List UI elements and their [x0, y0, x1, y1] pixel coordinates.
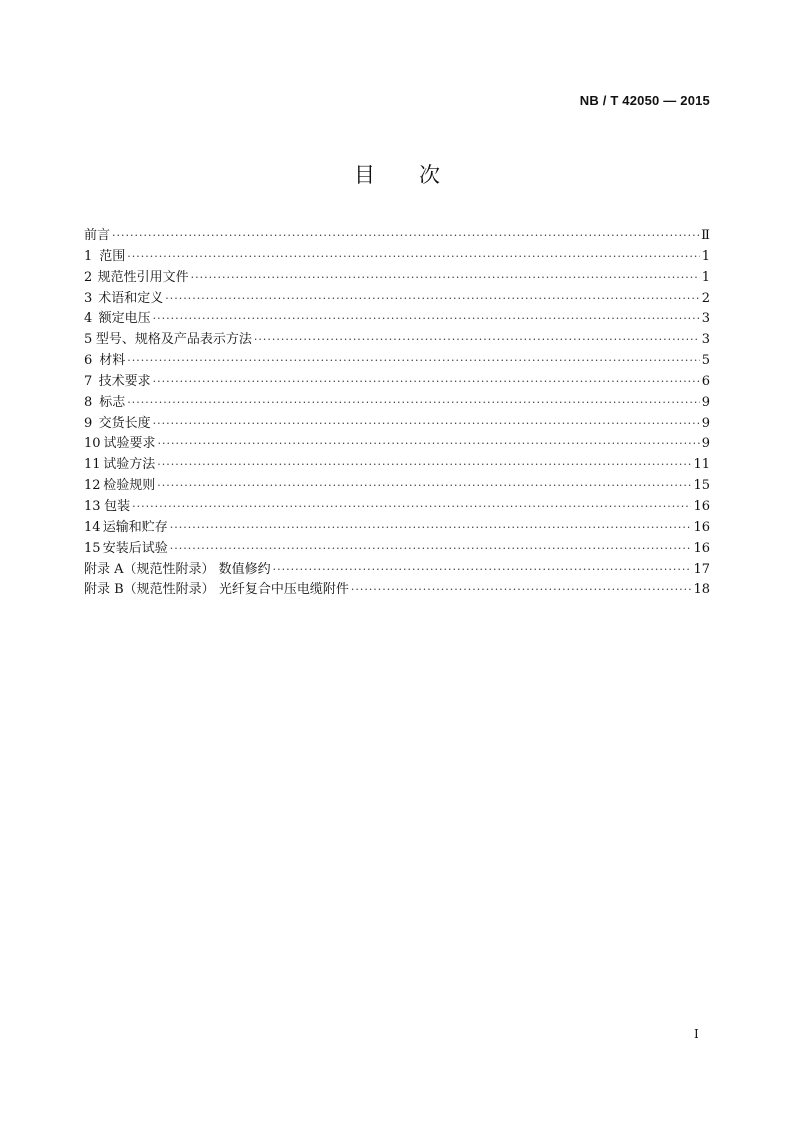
toc-entry-label: 交货长度 [98, 415, 151, 431]
toc-entry-label: 运输和贮存 [102, 519, 168, 535]
toc-leader-dots [157, 455, 691, 476]
toc-entry[interactable] [84, 372, 710, 393]
toc-entry-number: 9 [84, 415, 93, 431]
toc-entry-number: 14 [84, 519, 101, 535]
title-part-1: 目 [354, 163, 375, 187]
toc-entry[interactable] [84, 497, 710, 518]
toc-leader-dots [158, 434, 700, 455]
toc-entry[interactable] [84, 351, 710, 372]
toc-entry-page: 1 [701, 248, 710, 264]
toc-entry-number: 7 [84, 373, 93, 389]
toc-entry-page: 17 [693, 561, 710, 577]
toc-entry-label: 前言 [84, 228, 111, 243]
toc-entry-label: 术语和定义 [98, 290, 164, 306]
toc-leader-dots [153, 372, 700, 393]
toc-entry-page: 9 [701, 394, 710, 410]
toc-entry[interactable] [84, 330, 710, 351]
toc-leader-dots [127, 351, 699, 372]
toc-entry-page: 18 [693, 582, 710, 598]
toc-entry-page: 5 [701, 353, 710, 369]
toc-leader-dots [165, 289, 699, 310]
toc-entry-number: 13 [84, 498, 101, 514]
toc-entry[interactable] [84, 560, 710, 581]
toc-entry-page: 16 [693, 540, 710, 556]
page-title [0, 159, 794, 189]
toc-entry-label: 包装 [104, 498, 131, 514]
toc-leader-dots [254, 330, 700, 351]
toc-entry-label: 额定电压 [98, 311, 151, 327]
toc-leader-dots [170, 518, 692, 539]
toc-entry[interactable] [84, 434, 710, 455]
toc-leader-dots [153, 414, 700, 435]
toc-entry-page: 15 [693, 478, 710, 494]
toc-entry-number: 3 [84, 290, 93, 306]
toc-entry-label: 试验方法 [103, 457, 156, 473]
toc-entry-label: 试验要求 [103, 436, 156, 452]
toc-entry-label: 范围 [99, 248, 126, 264]
toc-leader-dots [112, 226, 699, 247]
toc-leader-dots [170, 539, 692, 560]
toc-entry-page: 9 [701, 415, 710, 431]
toc-entry-number: 8 [84, 394, 93, 410]
standard-code: NB / T 42050 — 2015 [579, 93, 710, 108]
toc-entry[interactable] [84, 247, 710, 268]
toc-entry-page: 3 [701, 332, 710, 348]
toc-entry-label: 技术要求 [98, 373, 151, 389]
toc-entry-number: 11 [84, 457, 101, 473]
toc-entry-number: 10 [84, 436, 101, 452]
toc-entry[interactable] [84, 476, 710, 497]
toc-entry-page: 16 [693, 519, 710, 535]
table-of-contents [84, 226, 710, 601]
toc-entry-label: 标志 [99, 394, 126, 410]
toc-entry-number: 4 [84, 311, 93, 327]
toc-entry-label: 检验规则 [103, 478, 156, 494]
toc-leader-dots [157, 476, 691, 497]
toc-entry[interactable] [84, 518, 710, 539]
toc-entry-page: Ⅱ [701, 228, 710, 243]
page-number: I [694, 1027, 699, 1041]
toc-entry[interactable] [84, 226, 710, 247]
toc-leader-dots [153, 309, 700, 330]
toc-leader-dots [127, 247, 699, 268]
toc-entry-number: 5 [84, 332, 93, 348]
toc-entry-page: 9 [701, 436, 710, 452]
toc-entry[interactable] [84, 268, 710, 289]
toc-entry-label: 材料 [99, 353, 126, 369]
toc-entry-page: 11 [693, 457, 710, 473]
toc-entry-label: 附录 B（规范性附录） 光纤复合中压电缆附件 [84, 582, 349, 598]
toc-entry-number: 6 [84, 353, 93, 369]
toc-entry[interactable] [84, 393, 710, 414]
toc-entry[interactable] [84, 309, 710, 330]
toc-entry-label: 附录 A（规范性附录） 数值修约 [84, 561, 271, 577]
toc-entry[interactable] [84, 455, 710, 476]
toc-entry-page: 1 [701, 269, 710, 285]
toc-entry[interactable] [84, 539, 710, 560]
toc-leader-dots [127, 393, 699, 414]
toc-entry-page: 16 [693, 498, 710, 514]
toc-entry-page: 3 [701, 311, 710, 327]
toc-leader-dots [351, 580, 692, 601]
toc-entry-page: 6 [701, 373, 710, 389]
toc-leader-dots [132, 497, 691, 518]
toc-entry-label: 规范性引用文件 [97, 269, 189, 285]
toc-leader-dots [273, 560, 692, 581]
toc-entry-number: 2 [84, 269, 93, 285]
toc-entry-number: 12 [84, 478, 101, 494]
toc-leader-dots [191, 268, 700, 289]
toc-entry-page: 2 [701, 290, 710, 306]
toc-entry-label: 型号、规格及产品表示方法 [95, 332, 252, 348]
toc-entry[interactable] [84, 289, 710, 310]
title-part-2: 次 [419, 163, 440, 187]
toc-entry[interactable] [84, 414, 710, 435]
toc-entry-number: 15 [84, 540, 101, 556]
toc-entry[interactable] [84, 580, 710, 601]
toc-entry-label: 安装后试验 [102, 540, 168, 556]
toc-entry-number: 1 [84, 248, 93, 264]
